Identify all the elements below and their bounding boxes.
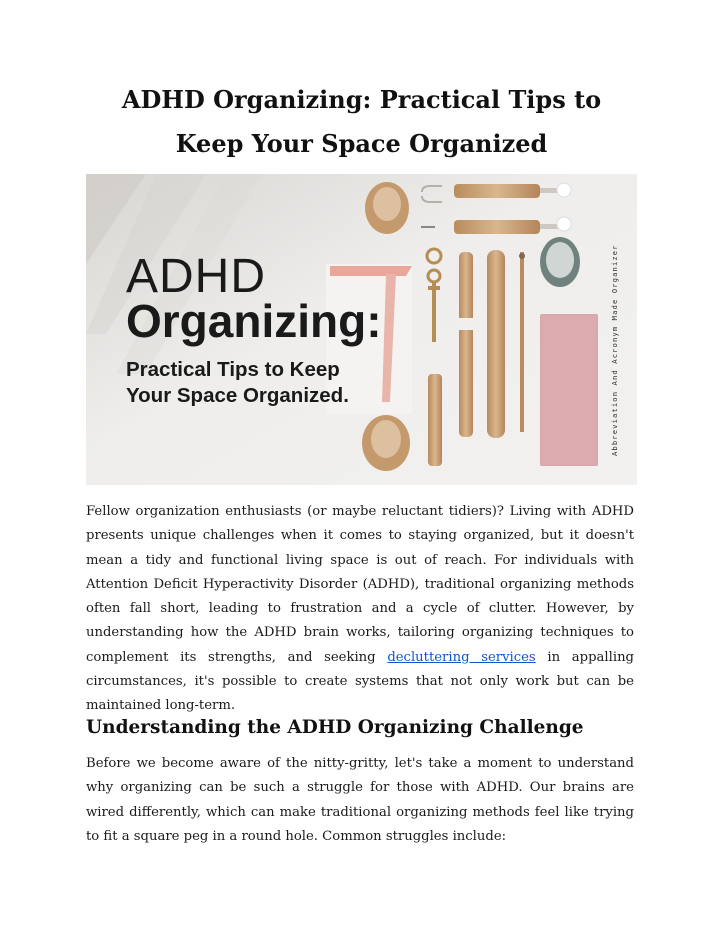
- intro-text-after: in appalling circumstances, it's possible to create systems that not only work but can be maintained long-term.: [86, 649, 635, 714]
- wooden-bowl-bottom: [362, 415, 410, 471]
- hero-side-text: Abbreviation And Acronym Made Organizer: [610, 244, 619, 456]
- section-heading: Understanding the ADHD Organizing Challenge: [86, 717, 584, 738]
- pink-notebook: [540, 314, 598, 466]
- hero-image: [86, 174, 637, 485]
- hero-line-1: ADHD: [126, 250, 267, 303]
- intro-paragraph: [86, 500, 634, 719]
- page-title: ADHD Organizing: Practical Tips to Keep Your Space Organized: [121, 85, 602, 158]
- hero-line-4: Your Space Organized.: [126, 384, 349, 407]
- hero-line-2: Organizing:: [126, 295, 382, 347]
- wooden-bowl-top: [365, 182, 409, 234]
- intro-text-before: Fellow organization enthusiasts (or maybe reluctant tidiers)? Living with ADHD presents unique challenges when it comes to staying organized, but it doesn't mean a tidy and functional living space is out of reach. For individuals with Attention Deficit Hyperactivity Disorder (ADHD), traditional organizing methods often fall short, leading to frustration and a cycle of clutter. However, by understanding how the ADHD brain works, tailoring organizing techniques to complement its strengths, and seeking: [86, 504, 634, 665]
- glass-jar: [540, 237, 580, 287]
- section-paragraph: Before we become aware of the nitty-gritty, let's take a moment to understand why organizing can be such a struggle for those with ADHD. Our brains are wired differently, which can make traditional organizing methods feel like trying to fit a square peg in a round hole. Common struggles include:: [86, 756, 634, 844]
- hero-line-3: Practical Tips to Keep: [126, 358, 340, 381]
- decluttering-services-link[interactable]: decluttering services: [387, 649, 536, 665]
